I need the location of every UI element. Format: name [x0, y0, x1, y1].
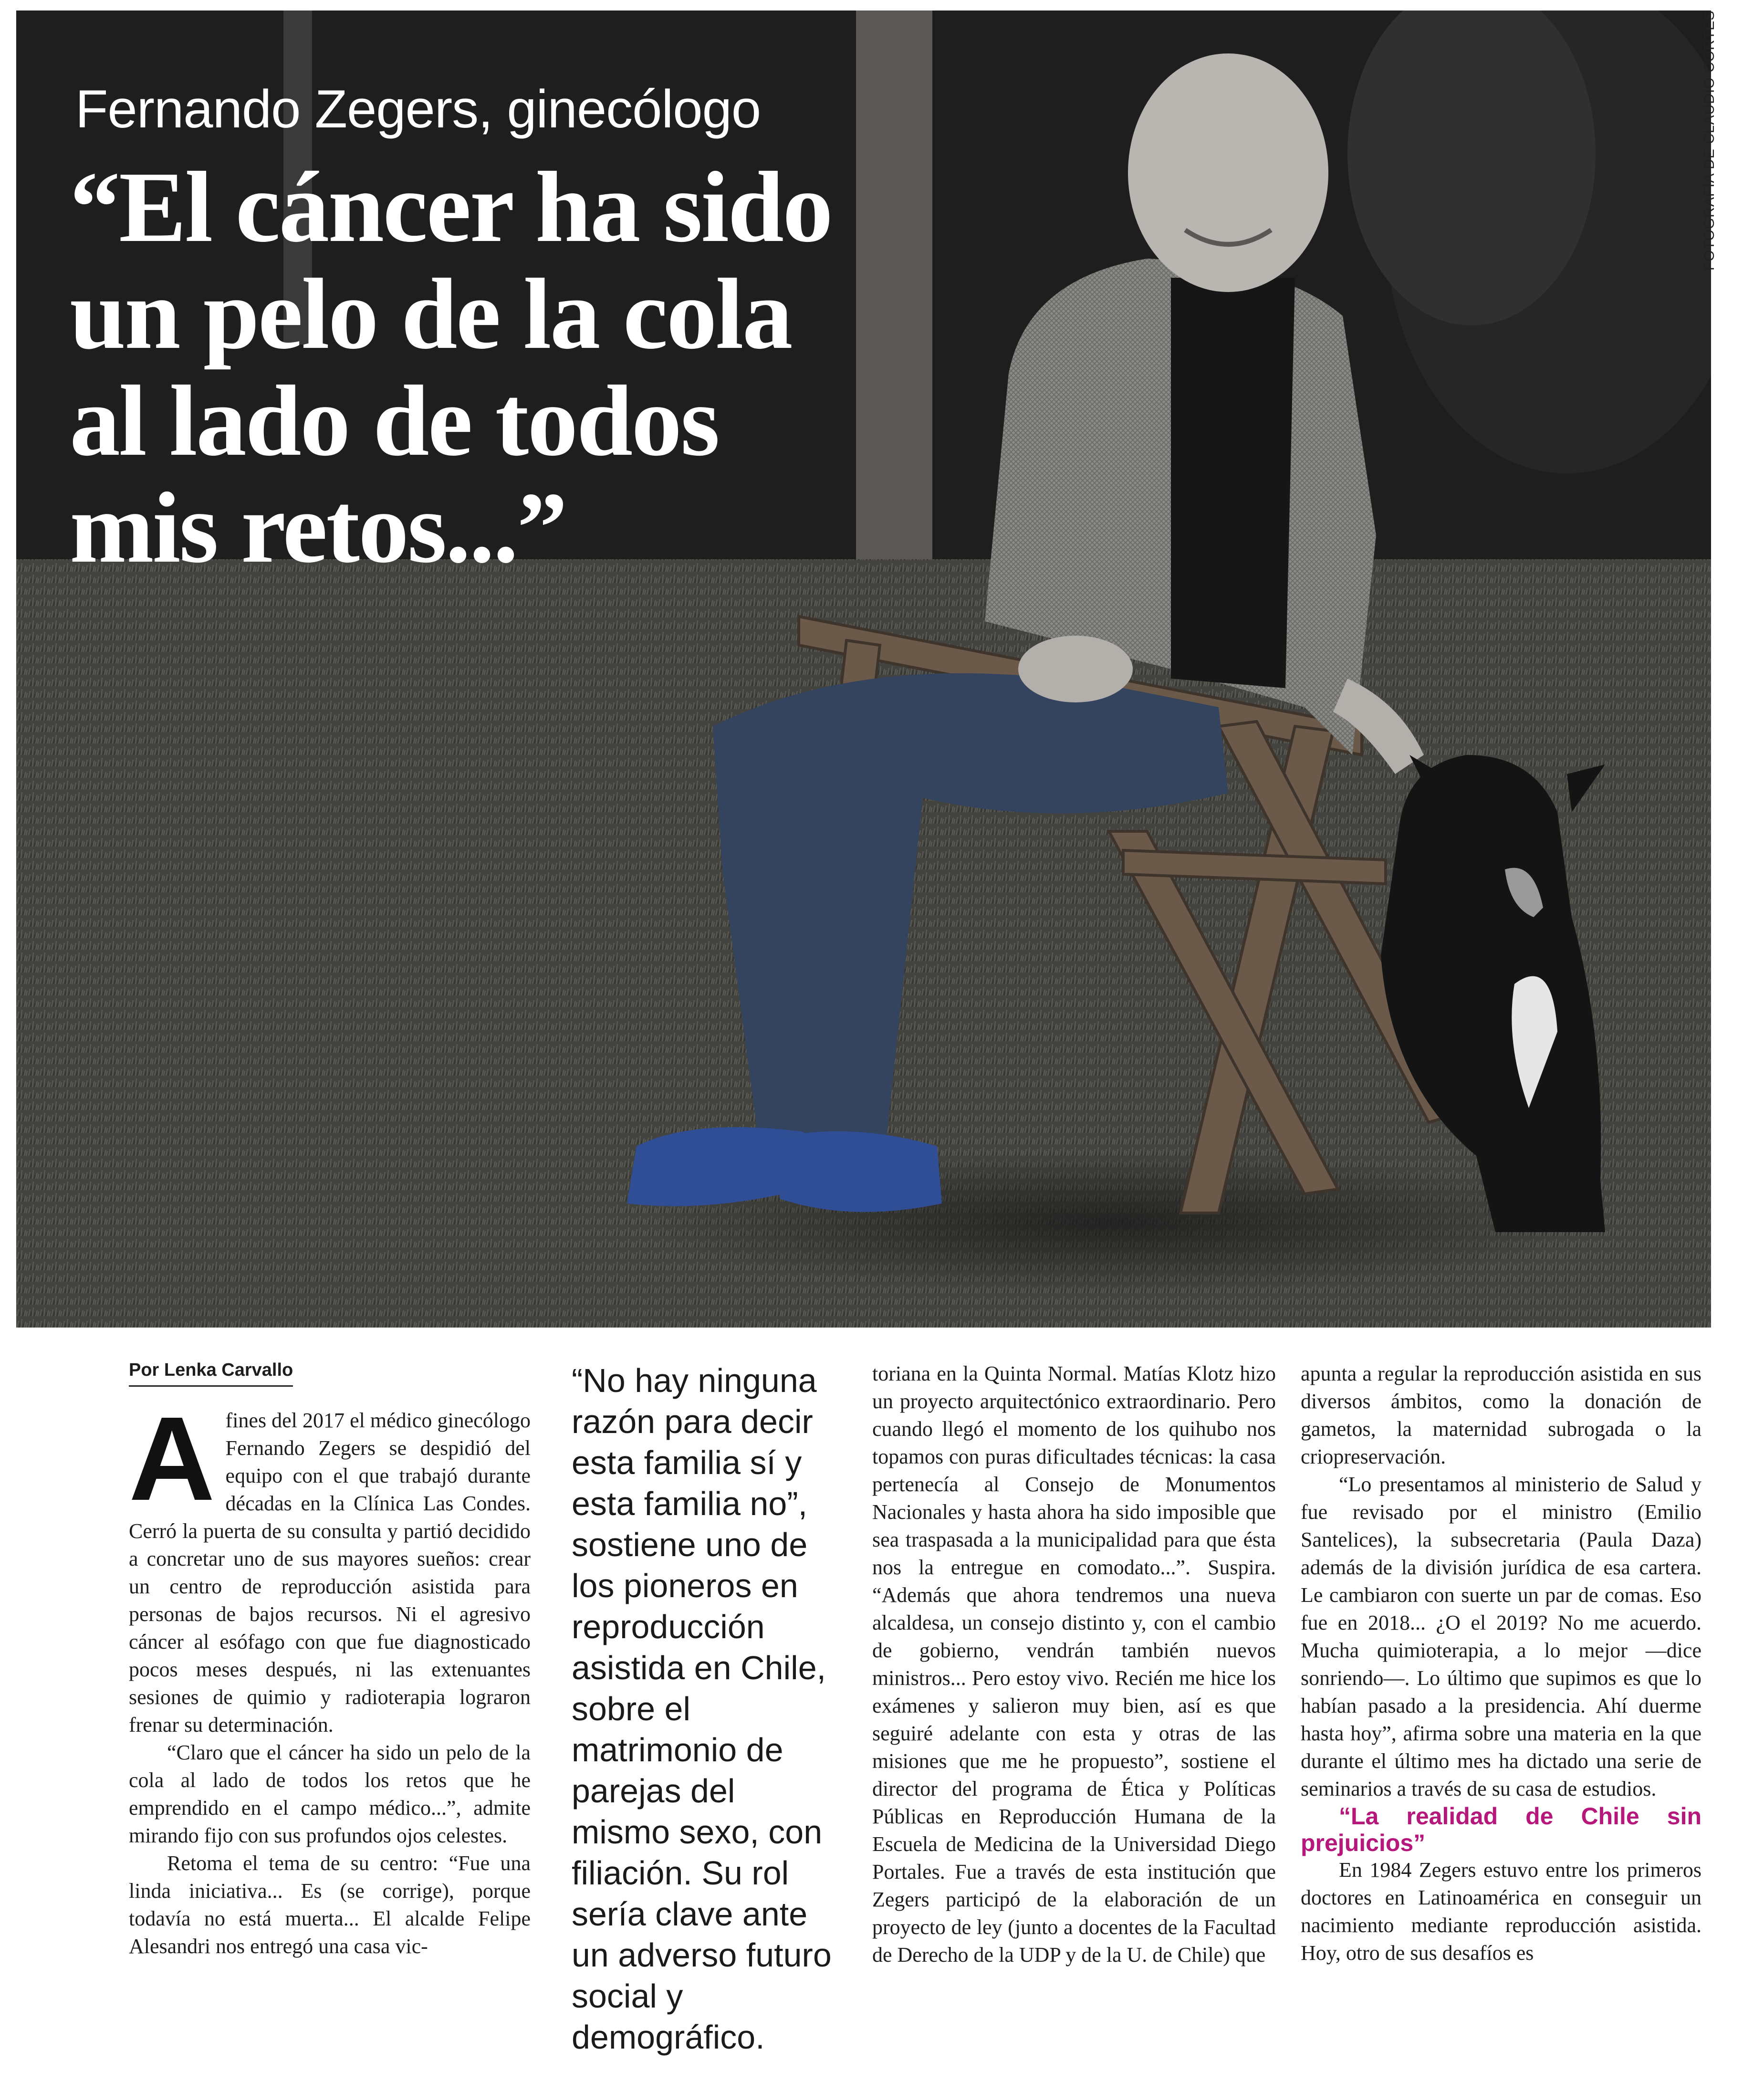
section-subhead: “La realidad de Chile sin prejuicios”	[1301, 1803, 1701, 1856]
lead-text: fines del 2017 el médico ginecólogo Fernando Zegers se despidió del equipo con el que trabajó durante décadas en la Clínica Las Condes. Cerró la puerta de su consulta y partió decidido a concretar uno de sus mayores sueños: crear un centro de reproducción asistida para personas de bajos recursos. Ni el agresivo cáncer al esófago con que fue diagnosticado pocos meses después, ni las extenuantes sesiones de quimio y radioterapia lograron frenar su determinación.	[129, 1409, 531, 1736]
paragraph: “Lo presentamos al ministerio de Salud y fue revisado por el ministro (Emilio Santelices), la subsecretaria (Paula Daza) además de la división jurídica de esa cartera. Le cambiaron con suerte un par de comas. Eso fue en 2018... ¿O el 2019? No me acuerdo. Mucha quimioterapia, a lo mejor —dice sonriendo—. Lo último que supimos es que lo habían pasado a la presidencia. Ahí duerme hasta hoy”, afirma sobre una materia en la que durante el último mes ha dictado una serie de seminarios a través de su casa de estudios.	[1301, 1473, 1701, 1800]
paragraph-lead	[129, 1392, 531, 1739]
black-turtleneck	[1171, 278, 1295, 688]
hero-photo	[16, 10, 1711, 1328]
byline: Por Lenka Carvallo	[129, 1360, 293, 1387]
article-column-3	[872, 1360, 1276, 1969]
man-hand	[1018, 636, 1133, 702]
pull-quote: “No hay ninguna razón para decir esta familia sí y esta familia no”, sostiene uno de los pioneros en reproducción asistida en Chile, sobre el matrimonio de parejas del mismo sexo, con filiación. Su rol sería clave ante un adverso futuro social y demográfico.	[572, 1362, 832, 2056]
drop-cap: A	[129, 1392, 215, 1525]
paragraph: toriana en la Quinta Normal. Matías Klotz hizo un proyecto arquitectónico extraordinario. Pero cuando llegó el momento de los quihubo nos topamos con puras dificultades técnicas: la casa pertenecía al Consejo de Monumentos Nacionales y hasta ahora ha sido imposible que sea traspasada a la municipalidad para que ésta nos la entregue en comodato...”. Suspira. “Además que ahora tendremos una nueva alcaldesa, un consejo distinto y, con el cambio de gobierno, vendrán también nuevos ministros... Pero estoy vivo. Recién me hice los exámenes y salieron muy bien, así es que seguiré adelante con esta y otras de las misiones que me he propuesto”, sostiene el director del programa de Ética y Políticas Públicas en Reproducción Humana de la Escuela de Medicina de la Universidad Diego Portales. Fue a través de esta institución que Zegers participó de la elaboración de un proyecto de ley (junto a docentes de la Facultad de Derecho de la UDP y de la U. de Chile) que	[872, 1362, 1276, 1966]
photo-credit: FOTOGRAFÍA DE CLAUDIO CORTÉS	[1701, 10, 1717, 271]
headline: “El cáncer ha sido un pelo de la cola al lado de todos mis retos...”	[70, 151, 832, 584]
article-column-4	[1301, 1360, 1701, 1967]
kicker: Fernando Zegers, ginecólogo	[75, 79, 761, 139]
paragraph: Retoma el tema de su centro: “Fue una linda iniciativa... Es (se corrige), porque todavía no está muerta... El alcalde Felipe Alesandri nos entregó una casa vic-	[129, 1851, 531, 1958]
blue-sneaker-right	[780, 1131, 942, 1212]
article-column-1	[129, 1355, 531, 1960]
paragraph: “Claro que el cáncer ha sido un pelo de la cola al lado de todos los retos que he emprendido en el campo médico...”, admite mirando fijo con sus profundos ojos celestes.	[129, 1741, 531, 1847]
paragraph: En 1984 Zegers estuvo entre los primeros doctores en Latinoamérica en conseguir un nacimiento mediante reproducción asistida. Hoy, otro de sus desafíos es	[1301, 1858, 1701, 1965]
man-head	[1128, 53, 1328, 292]
paragraph: apunta a regular la reproducción asistida en sus diversos ámbitos, como la donación de gametos, la maternidad subrogada o la criopreservación.	[1301, 1362, 1701, 1468]
